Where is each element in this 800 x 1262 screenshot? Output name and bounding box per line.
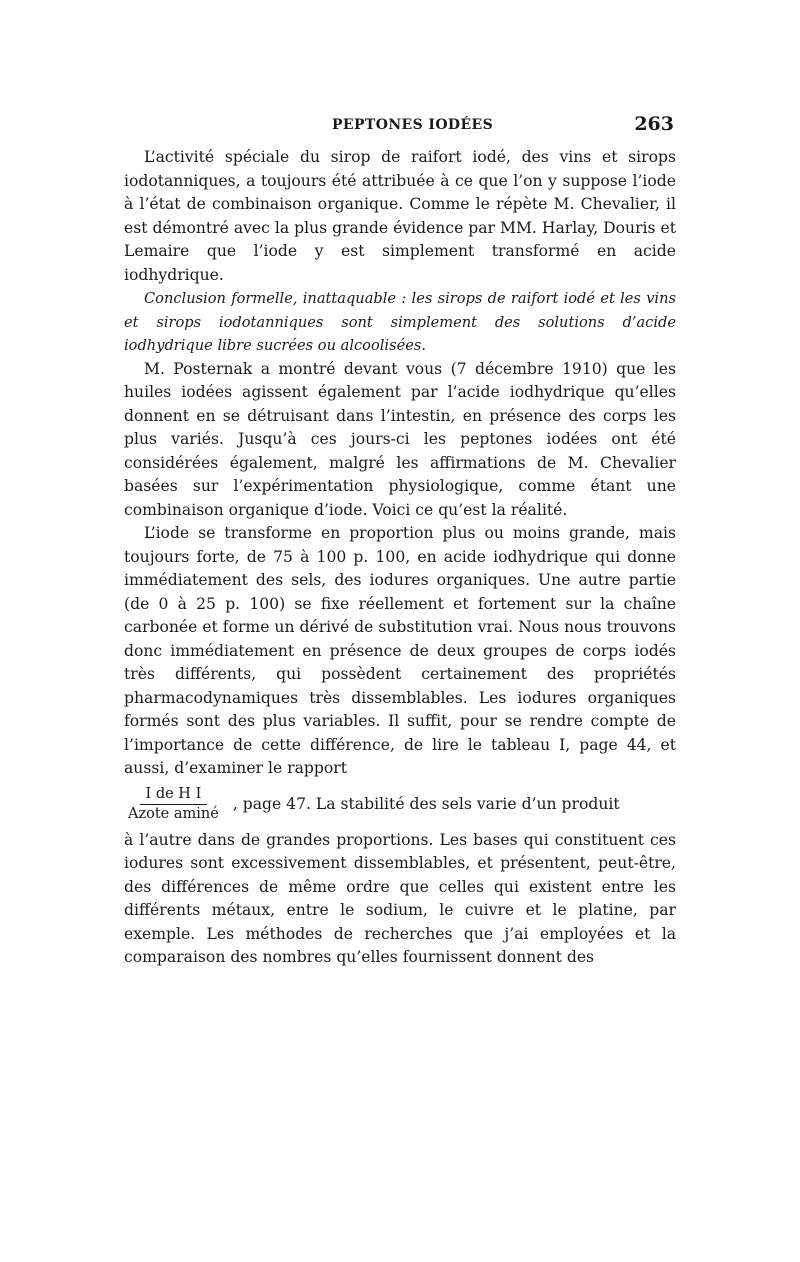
running-head [124, 115, 680, 139]
ratio-fraction [124, 785, 223, 824]
paragraph-5: à l’autre dans de grandes proportions. Les bases qui constituent ces iodures sont excessivement dissemblables, et présentent, peut-être, des différences de même ordre que celles qui existent entre les différents métaux, entre le sodium, le cuivre et le platine, par exemple. Les méthodes de recherches que j’ai employées et la comparaison des nombres qu’elles fournissent donnent des [124, 830, 676, 966]
fraction-denominator: Azote aminé [128, 806, 219, 822]
paragraph-2-conclusion: Conclusion formelle, inattaquable : les sirops de raifort iodé et les vins et sirops iodotanniques sont simplement des solutions d’acide iodhydrique libre sucrées ou alcoolisées. [124, 290, 676, 354]
fraction-numerator: I de H I [140, 785, 208, 805]
paragraph-4: L’iode se transforme en proportion plus ou moins grande, mais toujours forte, de 75 à 100 p. 100, en acide iodhydrique qui donne immédiatement des sels, des iodures organiques. Une autre partie (de 0 à 25 p. 100) se fixe réellement et fortement sur la chaîne carbonée et forme un dérivé de substitution vrai. Nous nous trouvons donc immédiatement en présence de deux groupes de corps iodés très différents, qui possèdent certainement des propriétés pharmacodynamiques très dissemblables. Les iodures organiques formés sont des plus variables. Il suffit, pour se rendre compte de l’importance de cette différence, de lire le tableau I, page 44, et aussi, d’examiner le rapport [124, 524, 676, 777]
paragraph-1: L’activité spéciale du sirop de raifort iodé, des vins et sirops iodotanniques, a toujours été attribuée à ce que l’on y suppose l’iode à l’état de combinaison organique. Comme le répète M. Chevalier, il est démontré avec la plus grande évidence par MM. Harlay, Douris et Lemaire que l’iode y est simplement transformé en acide iodhydrique. [124, 148, 676, 284]
page-number: 263 [634, 113, 674, 135]
running-title: PEPTONES IODÉES [332, 117, 494, 133]
fraction-trailing-text: , page 47. La stabilité des sels varie d’un produit [232, 794, 620, 813]
fraction-line [124, 781, 676, 829]
paragraph-3: M. Posternak a montré devant vous (7 décembre 1910) que les huiles iodées agissent également par l’acide iodhydrique qu’elles donnent en se détruisant dans l’intestin, en présence des corps les plus variés. Jusqu’à ces jours-ci les peptones iodées ont été considérées également, malgré les affirmations de M. Chevalier basées sur l’expérimentation physiologique, comme étant une combinaison organique d’iode. Voici ce qu’est la réalité. [124, 359, 676, 519]
body-text [124, 146, 676, 970]
